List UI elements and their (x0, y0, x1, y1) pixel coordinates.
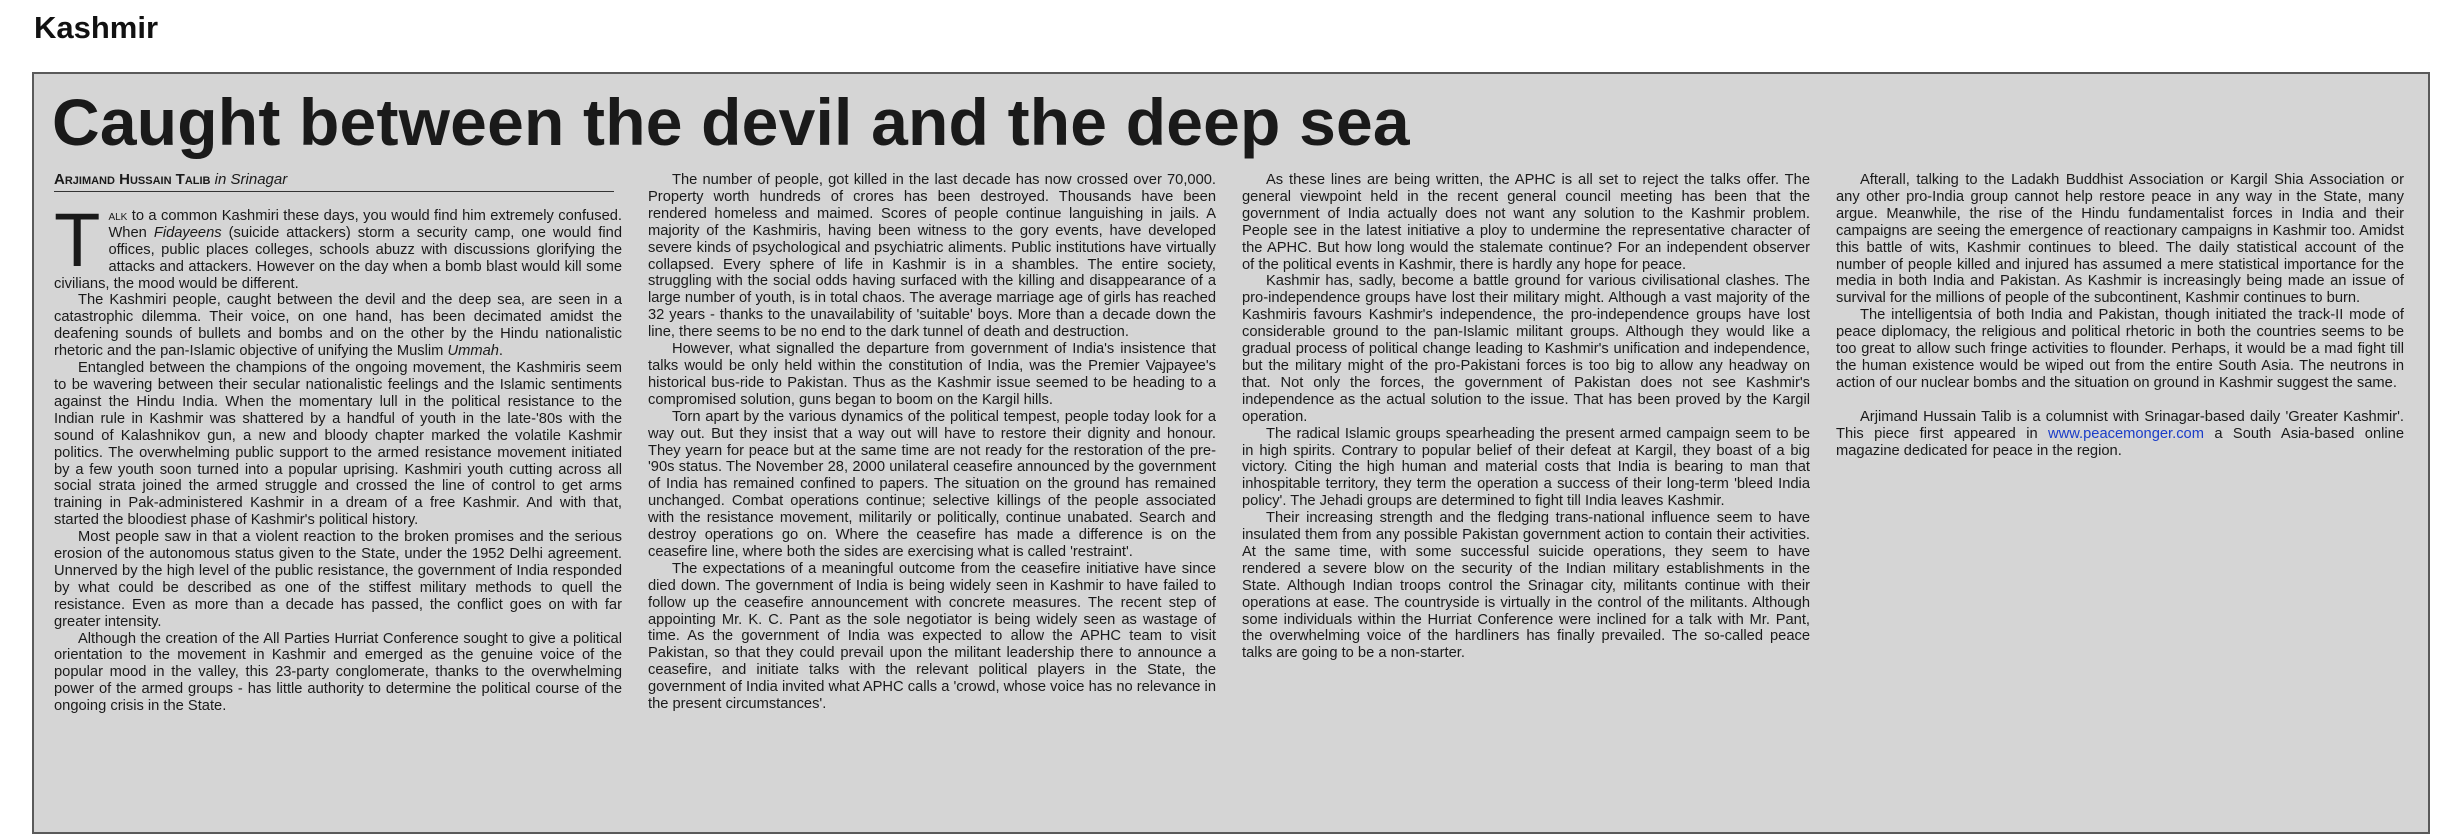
paragraph-2-emphasis: Ummah (447, 343, 499, 360)
paragraph-2 (54, 292, 622, 360)
drop-cap: T (54, 197, 101, 283)
paragraph-1-text-a: to a common Kashmiri these days, you would find him extremely confused. When (108, 207, 622, 241)
paragraph-12: The radical Islamic groups spearheading the present armed campaign seem to be in high spirits. Contrary to popular belief of their defeat at Kargil, they boast of a big victory. Citing the high human and material costs that India is bearing to man that inhospitable territory, they term the operation a success of their long-term 'bleed India policy'. The Jehadi groups are determined to fight till India leaves Kashmir. (1242, 425, 1810, 510)
paragraph-2-text-a: The Kashmiri people, caught between the devil and the deep sea, are seen in a catastrophic dilemma. Their voice, on one hand, has been decimated amidst the deafening sounds of bullets and bombs and on the other by the Hindu nationalistic rhetoric and the pan-Islamic objective of unifying the Muslim (54, 292, 622, 360)
byline (54, 172, 614, 192)
paragraph-3: Entangled between the champions of the ongoing movement, the Kashmiris seem to be wavering between their secular nationalistic feelings and the Islamic sentiments against the Hindu India. When the momentary lull in the political resistance to the Indian rule in Kashmir was shattered by a handful of youth in the late-'80s with the sound of Kalashnikov gun, a new and bloody chapter marked the volatile Kashmir politics. The overwhelming public support to the armed resistance movement initiated by a few youth soon turned into a popular uprising. Kashmiri youth cutting across all social strata joined the armed struggle and crossed the line of control to get arms training in Pak-administered Kashmir in a dream of a free Kashmir. And with that, started the bloodiest phase of Kashmir's political history. (54, 360, 622, 529)
paragraph-5: Although the creation of the All Parties Hurriat Conference sought to give a political orientation to the movement in Kashmir and emerged as the genuine voice of the popular mood in the valley, this 23-party conglomerate, thanks to the overwhelming power of the armed groups - has little authority to determine the political course of the ongoing crisis in the State. (54, 630, 622, 715)
paragraph-10: As these lines are being written, the APHC is all set to reject the talks offer. The general viewpoint held in the recent general council meeting has been that the government of India actually does not want any solution to the Kashmir problem. People see in the latest initiative a ploy to undermine the representative character of the APHC. But how long would the stalemate continue? For an independent observer of the political events in Kashmir, there is hardly any hope for peace. (1242, 172, 1810, 273)
article-columns (54, 172, 2404, 822)
paragraph-1 (54, 197, 622, 293)
paragraph-8: Torn apart by the various dynamics of the political tempest, people today look for a way out. But they insist that a way out will have to restore their dignity and honour. They yearn for peace but at the same time are not ready for the restoration of the pre-'90s status. The November 28, 2000 unilateral ceasefire announced by the government of India has remained confined to papers. The situation on the ground has remained unchanged. Combat operations continue; selective killings of the people associated with the resistance movement, militarily or politically, continue unabated. Search and destroy operations go on. Where the ceasefire has made a difference is on the ceasefire line, where both the sides are exercising what is called 'restraint'. (648, 408, 1216, 560)
byline-author: Arjimand Hussain Talib (54, 172, 211, 188)
column-4 (1836, 172, 2404, 822)
section-label: Kashmir (34, 10, 159, 45)
lead-small-caps: alk (108, 207, 128, 224)
paragraph-9: The expectations of a meaningful outcome from the ceasefire initiative have since died down. The government of India is being widely seen in Kashmir to have failed to follow up the ceasefire announcement with concrete measures. The recent step of appointing Mr. K. C. Pant as the sole negotiator is being widely seen as wastage of time. As the government of India was expected to allow the APHC team to visit Pakistan, so that they could prevail upon the militant leadership there to announce a ceasefire, and initiate talks with the relevant political players in the State, the government of India invited what APHC calls a 'crowd, whose voice has no relevance in the present circumstances'. (648, 560, 1216, 713)
headline: Caught between the devil and the deep sea (52, 85, 1410, 159)
paragraph-7: However, what signalled the departure from government of India's insistence that talks would be only held within the constitution of India, was the Premier Vajpayee's historical bus-ride to Pakistan. Thus as the Kashmir issue seemed to be heading to a compromised solution, guns began to boom on the Kargil hills. (648, 341, 1216, 408)
spacer (1836, 392, 2404, 409)
author-note (1836, 409, 2404, 460)
paragraph-15: The intelligentsia of both India and Pakistan, though initiated the track-II mode of peace diplomacy, the religious and political rhetoric in both the countries seems to be too great to allow such fringe activities to flounder. Perhaps, it would be a mad fight till the human existence would be wiped out from the entire South Asia. The neutrons in action of our nuclear bombs and the situation on ground in Kashmir suggest the same. (1836, 307, 2404, 391)
paragraph-14: Afterall, talking to the Ladakh Buddhist Association or Kargil Shia Association or any other pro-India group cannot help restore peace in any way in the State, many argue. Meanwhile, the rise of the Hindu fundamentalist forces in India and their campaigns are seeing the emergence of reactionary campaigns in Kashmir too. Amidst this battle of wits, Kashmir continues to bleed. The daily statistical account of the number of people killed and injured has assumed a mere statistical importance for the media in both India and Pakistan. As Kashmir is increasingly being made an issue of survival for the millions of people of the subcontinent, Kashmir continues to burn. (1836, 172, 2404, 307)
paragraph-1-emphasis: Fidayeens (153, 224, 222, 241)
byline-location: in Srinagar (214, 172, 288, 188)
column-2 (648, 172, 1216, 822)
article-box (32, 72, 2430, 834)
paragraph-11: Kashmir has, sadly, become a battle ground for various civilisational clashes. The pro-independence groups have lost their military might. Although a vast majority of the Kashmiris favours Kashmir's independence, the pro-independence groups have lost considerable ground to the pan-Islamic militant groups. Although they would like a gradual process of political change leading to Kashmir's unification and independence, but the military might of the pro-Pakistani forces is too big to allow any headway on that. Not only the forces, the government of Pakistan does not see Kashmir's independence as the actual solution to the issue. That has been proved by the Kargil operation. (1242, 273, 1810, 425)
column-1 (54, 172, 622, 822)
paragraph-4: Most people saw in that a violent reaction to the broken promises and the serious erosion of the autonomous status given to the State, under the 1952 Delhi agreement. Unnerved by the high level of the public resistance, the government of India responded by what could be described as one of the stiffest military methods to quell the resistance. Even as more than a decade has passed, the conflict goes on with far greater intensity. (54, 529, 622, 630)
author-note-text-b: a South Asia-based online magazine dedicated for peace in the region. (1836, 425, 2404, 459)
column-3 (1242, 172, 1810, 822)
paragraph-1-text-b: (suicide attackers) storm a security camp, one would find offices, public places colleges, schools abuzz with discussions glorifying the attacks and attackers. However on the day when a bomb blast would kill some civilians, the mood would be different. (54, 224, 622, 292)
paragraph-6: The number of people, got killed in the last decade has now crossed over 70,000. Property worth hundreds of crores has been destroyed. Thousands have been rendered homeless and maimed. Scores of people continue languishing in jails. A majority of the Kashmiris, having been witness to the gory events, have developed severe kinds of psychological and psychiatric aliments. Public institutions have virtually collapsed. Every sphere of life in Kashmir is in a shambles. The entire society, struggling with the social odds having surfaced with the killing and disappearance of a large number of youth, is in total chaos. The average marriage age of girls has reached 32 years - thanks to the unavailability of 'suitable' boys. More than a decade down the line, there seems to be no end to the dark tunnel of death and destruction. (648, 172, 1216, 341)
author-note-text-a: Arjimand Hussain Talib is a columnist with Srinagar-based daily 'Greater Kashmir'. This piece first appeared in (1836, 408, 2404, 442)
paragraph-13: Their increasing strength and the fledging trans-national influence seem to have insulated them from any possible Pakistan government action to contain their activities. At the same time, with some successful suicide operations, they seem to have rendered a severe blow on the security of the Indian military establishments in the State. Although Indian troops control the Srinagar city, militants continue with their operations at ease. The countryside is virtually in the control of the militants. Although some individuals within the Hurriat Conference were inclined for a talk with Mr. Pant, the overwhelming voice of the hardliners has finally prevailed. The so-called peace talks are going to be a non-starter. (1242, 510, 1810, 662)
peacemonger-link[interactable]: www.peacemonger.com (2048, 425, 2204, 442)
paragraph-2-text-b: . (498, 343, 504, 360)
